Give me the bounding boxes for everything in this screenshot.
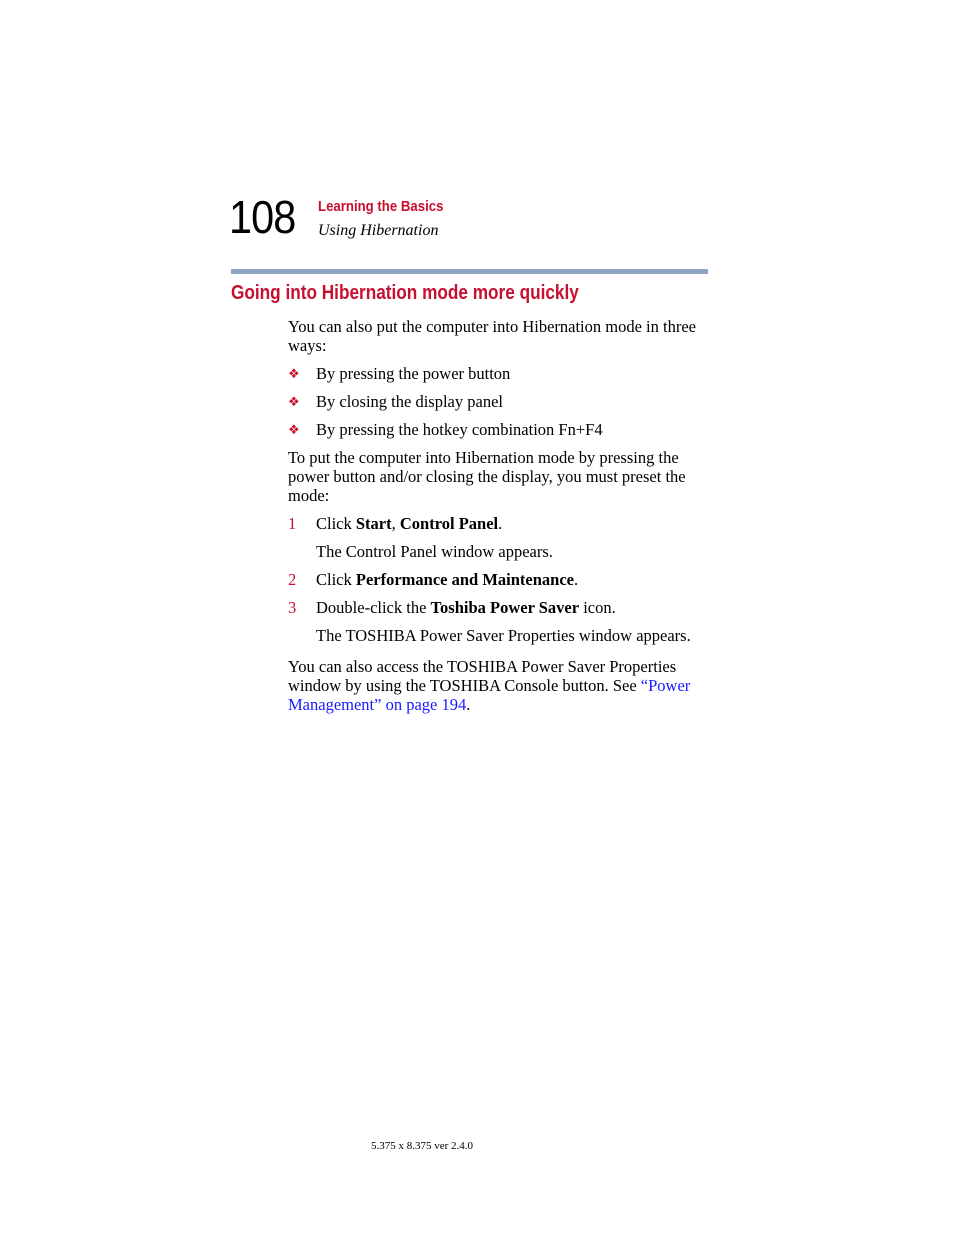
step-text: . (574, 570, 579, 589)
header-divider (231, 269, 708, 274)
step-text: Click (316, 514, 356, 533)
diamond-bullet-icon: ❖ (288, 422, 300, 437)
step-bold-text: Performance and Maintenance (355, 570, 574, 589)
intro-paragraph: You can also put the computer into Hibernation mode in three ways: (288, 317, 696, 355)
step-text: , (391, 514, 400, 533)
footer-version: 5.375 x 8.375 ver 2.4.0 (371, 1140, 474, 1152)
list-item (288, 364, 713, 383)
bullet-text: By pressing the power button (316, 364, 511, 383)
list-item (288, 392, 713, 411)
bullet-text: By pressing the hotkey combination Fn+F4 (316, 420, 603, 439)
step-text: . (498, 514, 503, 533)
section-heading: Going into Hibernation mode more quickly (231, 282, 579, 304)
chapter-title: Learning the Basics (318, 198, 444, 215)
power-management-link[interactable]: “Power Management” on page 194 (288, 676, 691, 714)
step-3 (288, 598, 713, 617)
step-bold-text: Toshiba Power Saver (430, 598, 580, 617)
closing-end: . (466, 695, 471, 714)
step-result: The TOSHIBA Power Saver Properties window appears. (316, 626, 691, 645)
diamond-bullet-icon: ❖ (288, 394, 300, 409)
step-number: 2 (288, 570, 297, 589)
list-item (288, 420, 713, 439)
step-number: 3 (288, 598, 297, 617)
step-text: icon. (579, 598, 616, 617)
step-text: Double-click the (316, 598, 431, 617)
section-title: Using Hibernation (318, 222, 439, 239)
page-number: 108 (229, 191, 296, 243)
body-content (288, 317, 713, 723)
closing-paragraph (288, 657, 713, 714)
step-bold-text: Control Panel (399, 514, 499, 533)
step-number: 1 (288, 514, 297, 533)
step-text: Click (316, 570, 356, 589)
step-1 (288, 514, 713, 533)
step-bold-text: Start (355, 514, 392, 533)
step-result: The Control Panel window appears. (316, 542, 553, 561)
closing-text: You can also access the TOSHIBA Power Saver Properties window by using the TOSHIBA Console button. See (288, 657, 677, 695)
diamond-bullet-icon: ❖ (288, 366, 300, 381)
step-2 (288, 570, 713, 589)
bullet-text: By closing the display panel (316, 392, 503, 411)
preset-paragraph: To put the computer into Hibernation mode by pressing the power button and/or closing the display, you must preset the mode: (288, 448, 686, 505)
